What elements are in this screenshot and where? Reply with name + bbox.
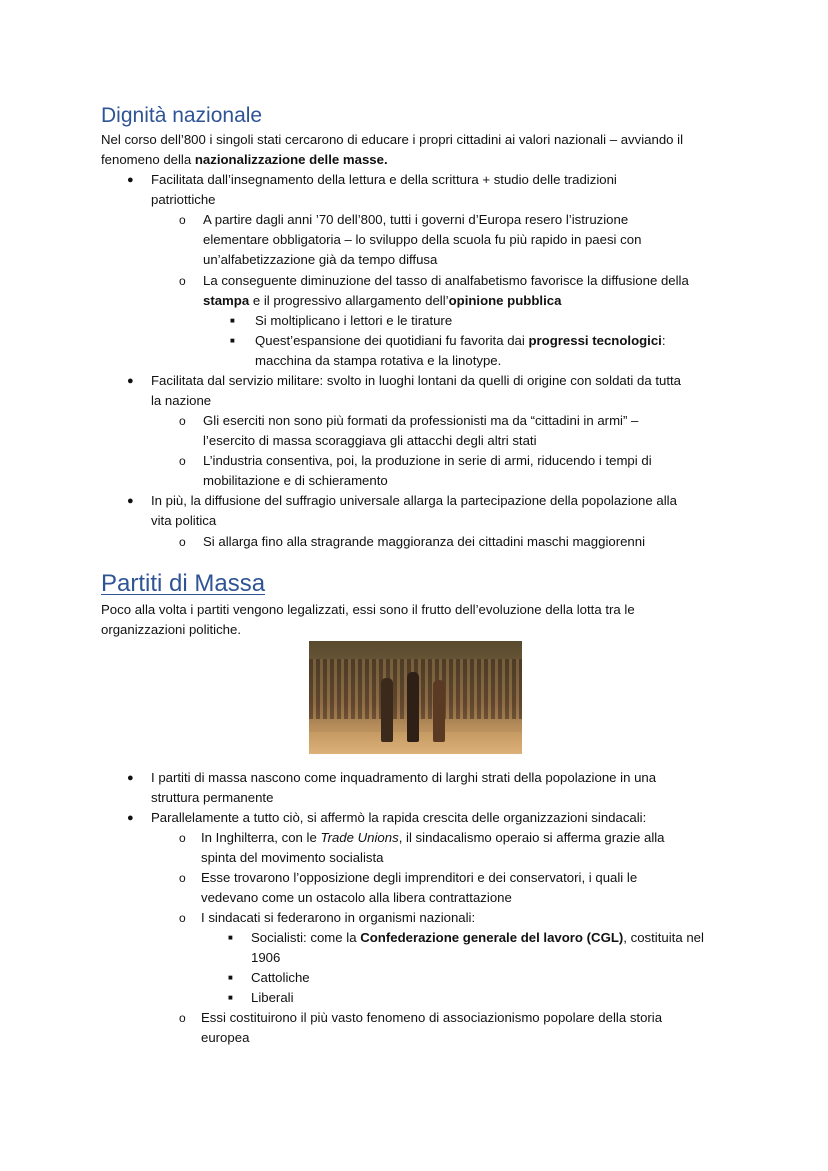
bullet-circle-icon: o <box>179 454 186 468</box>
s1-b3-line1: In più, la diffusione del suffragio universale allarga la partecipazione della popolazione alla <box>151 493 677 508</box>
text-span: In Inghilterra, con le <box>201 830 321 845</box>
bullet-disc-icon: ● <box>127 772 134 784</box>
bullet-disc-icon: ● <box>127 375 134 387</box>
bullet-disc-icon: ● <box>127 495 134 507</box>
bullet-disc-icon: ● <box>127 174 134 186</box>
s1-b3-line2: vita politica <box>151 513 217 528</box>
s1-intro-line2 <box>101 150 388 170</box>
s1-b1-line1: Facilitata dall’insegnamento della lettura e della scrittura + studio delle tradizioni <box>151 172 617 187</box>
s2-intro-line1: Poco alla volta i partiti vengono legalizzati, essi sono il frutto dell’evoluzione della lotta tra le <box>101 602 635 617</box>
bullet-square-icon: ■ <box>228 933 233 942</box>
bullet-square-icon: ■ <box>230 316 235 325</box>
s2-b2-line1: Parallelamente a tutto ciò, si affermò la rapida crescita delle organizzazioni sindacali: <box>151 810 647 825</box>
s1-b1-s1-line2: elementare obbligatoria – lo sviluppo della scuola fu più rapido in paesi con <box>203 232 642 247</box>
s1-b1-line2: patriottiche <box>151 192 216 207</box>
s1-b2-line2: la nazione <box>151 393 212 408</box>
bullet-circle-icon: o <box>179 1011 186 1025</box>
bullet-circle-icon: o <box>179 213 186 227</box>
bullet-circle-icon: o <box>179 871 186 885</box>
bullet-circle-icon: o <box>179 831 186 845</box>
s2-b2-s1-line2: spinta del movimento socialista <box>201 850 384 865</box>
s2-b2-s3-t1-line2: 1906 <box>251 950 281 965</box>
heading-partiti-di-massa: Partiti di Massa <box>101 570 266 597</box>
s1-b1-s2-t2-line1 <box>255 331 666 351</box>
bullet-disc-icon: ● <box>127 812 134 824</box>
italic-text: Trade Unions <box>320 830 399 845</box>
s2-b2-s3-t1-line1 <box>251 928 704 948</box>
s2-b2-s4-line2: europea <box>201 1030 250 1045</box>
text-span: Socialisti: come la <box>251 930 361 945</box>
painting-figure <box>433 680 445 742</box>
s2-b2-s3-t2: Cattoliche <box>251 970 310 985</box>
text-span: e il progressivo allargamento dell’ <box>249 293 449 308</box>
s2-b2-s3-t3: Liberali <box>251 990 294 1005</box>
text-span: Quest’espansione dei quotidiani fu favorita dai <box>255 333 529 348</box>
text-span: fenomeno della <box>101 152 195 167</box>
s2-intro-line2: organizzazioni politiche. <box>101 622 242 637</box>
s2-b2-s4-line1: Essi costituirono il più vasto fenomeno di associazionismo popolare della storia <box>201 1010 663 1025</box>
s1-b2-s2-line1: L’industria consentiva, poi, la produzione in serie di armi, riducendo i tempi di <box>203 453 652 468</box>
bold-text: nazionalizzazione delle masse. <box>194 152 388 167</box>
s1-b1-s1-line3: un’alfabetizzazione già da tempo diffusa <box>203 252 438 267</box>
bullet-circle-icon: o <box>179 535 186 549</box>
s2-b2-s3-line1: I sindacati si federarono in organismi nazionali: <box>201 910 476 925</box>
bullet-circle-icon: o <box>179 414 186 428</box>
painting-figure <box>407 672 419 742</box>
text-span: , costituita nel <box>623 930 704 945</box>
s1-b2-s1-line2: l’esercito di massa scoraggiava gli attacchi degli altri stati <box>203 433 537 448</box>
bullet-circle-icon: o <box>179 274 186 288</box>
bold-text: stampa <box>203 293 250 308</box>
s1-intro-line1: Nel corso dell’800 i singoli stati cercarono di educare i propri cittadini ai valori nazionali – avviando il <box>101 132 684 147</box>
painting-figure <box>381 678 393 742</box>
s2-b1-line2: struttura permanente <box>151 790 274 805</box>
s1-b1-s2-t1: Si moltiplicano i lettori e le tirature <box>255 313 453 328</box>
bullet-square-icon: ■ <box>228 993 233 1002</box>
s1-b2-s2-line2: mobilitazione e di schieramento <box>203 473 388 488</box>
s1-b1-s2-t2-line2: macchina da stampa rotativa e la linotype. <box>255 353 502 368</box>
s1-b2-s1-line1: Gli eserciti non sono più formati da professionisti ma da “cittadini in armi” – <box>203 413 639 428</box>
heading-dignita-nazionale: Dignità nazionale <box>101 104 263 127</box>
s1-b2-line1: Facilitata dal servizio militare: svolto in luoghi lontani da quelli di origine con soldati da tutta <box>151 373 681 388</box>
text-span: : <box>661 333 666 348</box>
bold-text: progressi tecnologici <box>528 333 662 348</box>
s1-b1-s2-line1: La conseguente diminuzione del tasso di analfabetismo favorisce la diffusione della <box>203 273 689 288</box>
bullet-square-icon: ■ <box>228 973 233 982</box>
s1-b1-s1-line1: A partire dagli anni ’70 dell’800, tutti i governi d’Europa resero l’istruzione <box>203 212 629 227</box>
bold-text: opinione pubblica <box>448 293 562 308</box>
s2-b2-s1-line1 <box>201 828 665 848</box>
text-span: , il sindacalismo operaio si afferma grazie alla <box>398 830 665 845</box>
s1-b3-s1: Si allarga fino alla stragrande maggioranza dei cittadini maschi maggiorenni <box>203 534 646 549</box>
s2-b1-line1: I partiti di massa nascono come inquadramento di larghi strati della popolazione in una <box>151 770 657 785</box>
s1-b1-s2-line2 <box>203 291 561 311</box>
bullet-circle-icon: o <box>179 911 186 925</box>
s2-b2-s2-line1: Esse trovarono l’opposizione degli imprenditori e dei conservatori, i quali le <box>201 870 638 885</box>
quarto-stato-painting <box>309 641 522 754</box>
s2-b2-s2-line2: vedevano come un ostacolo alla libera contrattazione <box>201 890 512 905</box>
bullet-square-icon: ■ <box>230 336 235 345</box>
bold-text: Confederazione generale del lavoro (CGL) <box>360 930 624 945</box>
